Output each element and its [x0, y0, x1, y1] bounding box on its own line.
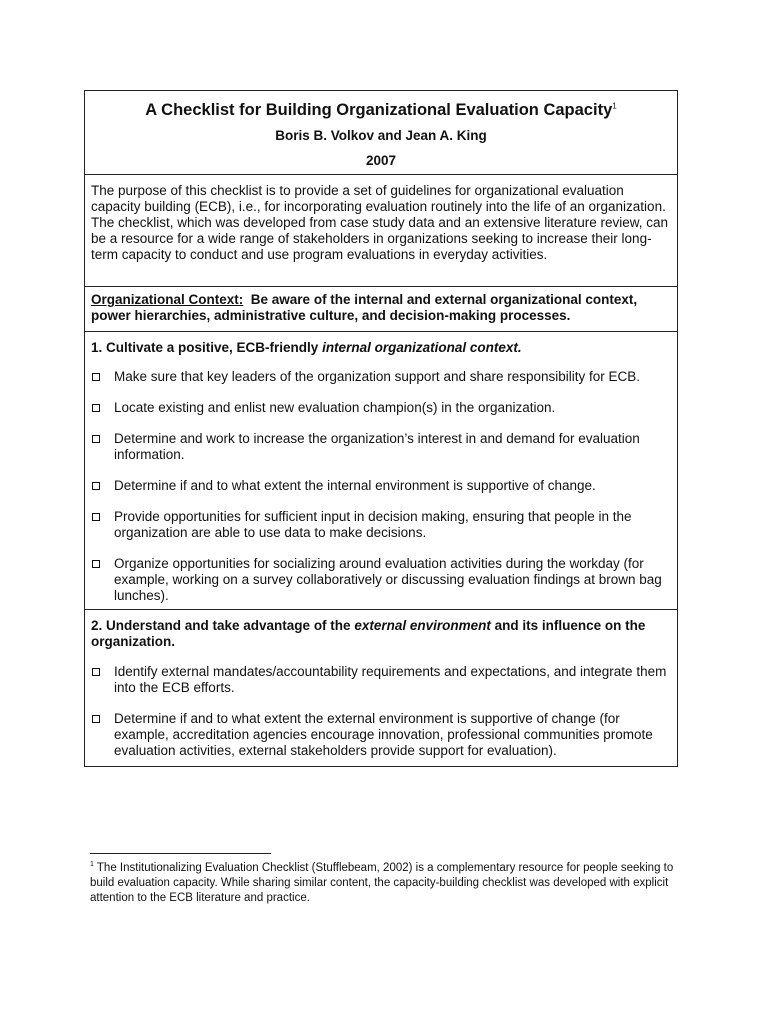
purpose-text: The purpose of this checklist is to provide a set of guidelines for organizational evaluation capacity building (ECB), i.e., for incorporating evaluation routinely into the life of an organization. The checklist, which was developed from case study data and an extensive literature review, can be a resource for a wide range of stakeholders in organizations seeking to increase their long-term capacity to conduct and use program evaluations in everyday activities. [91, 183, 669, 262]
footnote [90, 861, 680, 906]
checkbox-icon [92, 560, 100, 568]
section-1 [85, 331, 677, 609]
checklist-item: Determine and work to increase the organization’s interest in and demand for evaluation information. [91, 431, 671, 463]
checklist-table [84, 90, 678, 767]
checklist-item: Locate existing and enlist new evaluation champion(s) in the organization. [91, 400, 671, 416]
section-2-heading: 2. Understand and take advantage of the external environment and its influence on the organization. [91, 618, 646, 649]
title-footnote-mark: 1 [612, 101, 617, 111]
section-2-checklist [91, 664, 671, 759]
document-year: 2007 [365, 153, 397, 168]
checkbox-icon [92, 513, 100, 521]
section-1-heading: 1. Cultivate a positive, ECB-friendly internal organizational context. [91, 340, 522, 355]
checkbox-icon [92, 668, 100, 676]
document-title: A Checklist for Building Organizational Evaluation Capacity$^1$ [145, 101, 617, 119]
purpose-section [85, 174, 677, 286]
title-section [85, 91, 677, 174]
footnote-divider [90, 853, 271, 854]
section-2 [85, 609, 677, 766]
checkbox-icon [92, 435, 100, 443]
checkbox-icon [92, 715, 100, 723]
footnote-text: The Institutionalizing Evaluation Checklist (Stufflebeam, 2002) is a complementary resource for people seeking to build evaluation capacity. While sharing similar content, the capacity-building checklist was developed with explicit attention to the ECB literature and practice. [90, 862, 674, 904]
checklist-item: Identify external mandates/accountability requirements and expectations, and integrate them into the ECB efforts. [91, 664, 671, 696]
section-1-checklist [91, 369, 671, 604]
checklist-item: Make sure that key leaders of the organization support and share responsibility for ECB. [91, 369, 671, 385]
checklist-item: Determine if and to what extent the external environment is supportive of change (for example, accreditation agencies encourage innovation, professional communities promote evaluation activities, external stakeholders provide support for evaluation). [91, 711, 671, 759]
document-authors: Boris B. Volkov and Jean A. King [275, 128, 487, 143]
context-label: Organizational Context: [91, 292, 244, 307]
checklist-item: Organize opportunities for socializing around evaluation activities during the workday (for example, working on a survey collaboratively or discussing evaluation findings at brown bag lunches). [91, 556, 671, 604]
footnote-mark: 1 [90, 861, 94, 869]
context-text: Be aware of the internal and external organizational context, power hierarchies, administrative culture, and decision-making processes. [91, 292, 638, 323]
checklist-item: Determine if and to what extent the internal environment is supportive of change. [91, 478, 671, 494]
checkbox-icon [92, 482, 100, 490]
checklist-item: Provide opportunities for sufficient input in decision making, ensuring that people in the organization are able to use data to make decisions. [91, 509, 671, 541]
context-section [85, 286, 677, 331]
checkbox-icon [92, 373, 100, 381]
checkbox-icon [92, 404, 100, 412]
